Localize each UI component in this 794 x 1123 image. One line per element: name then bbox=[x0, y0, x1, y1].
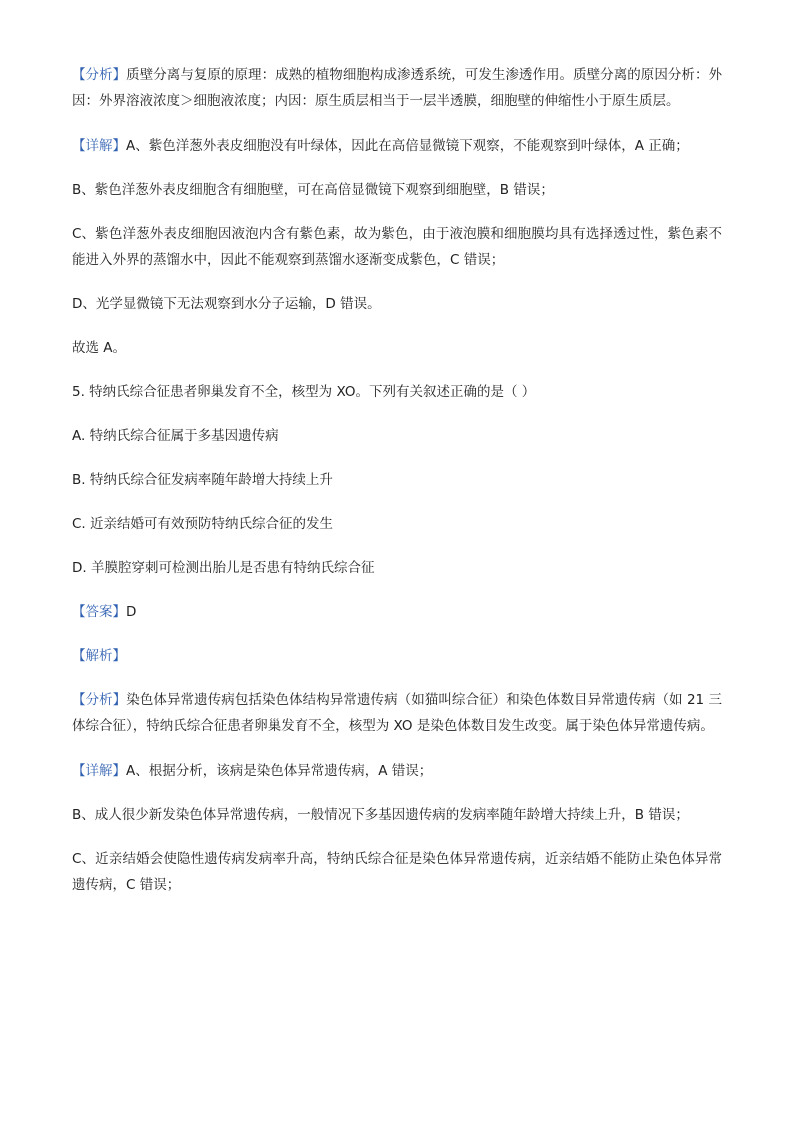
detail-tag: 【详解】 bbox=[72, 138, 126, 154]
analysis-text: 染色体异常遗传病包括染色体结构异常遗传病（如猫叫综合征）和染色体数目异常遗传病（如 21 三体综合征），特纳氏综合征患者卵巢发育不全，核型为 XO 是染色体数目发生改变。属于染色体异常遗传病。 bbox=[72, 692, 722, 734]
explanation-heading bbox=[72, 643, 722, 669]
option-c: C. 近亲结婚可有效预防特纳氏综合征的发生 bbox=[72, 516, 334, 532]
analysis-tag: 【分析】 bbox=[72, 692, 127, 708]
conclusion-text: 故选 A。 bbox=[72, 340, 127, 356]
question-stem: 5. 特纳氏综合征患者卵巢发育不全，核型为 XO。下列有关叙述正确的是（ ） bbox=[72, 384, 536, 400]
detail-text: A、根据分析，该病是染色体异常遗传病，A 错误； bbox=[126, 763, 433, 779]
option-b: B. 特纳氏综合征发病率随年龄增大持续上升 bbox=[72, 472, 333, 488]
detail-paragraph-c2: C、近亲结婚会使隐性遗传病发病率升高，特纳氏综合征是染色体异常遗传病，近亲结婚不能防止染色体异常遗传病，C 错误； bbox=[72, 851, 722, 893]
analysis-text: 质壁分离与复原的原理：成熟的植物细胞构成渗透系统，可发生渗透作用。质壁分离的原因分析：外因：外界溶液浓度＞细胞液浓度；内因：原生质层相当于一层半透膜，细胞壁的伸缩性小于原生质层。 bbox=[72, 67, 723, 109]
detail-paragraph-c: C、紫色洋葱外表皮细胞因液泡内含有紫色素，故为紫色，由于液泡膜和细胞膜均具有选择透过性，紫色素不能进入外界的蒸馏水中，因此不能观察到蒸馏水逐渐变成紫色，C 错误； bbox=[72, 226, 722, 268]
analysis-paragraph-1 bbox=[72, 62, 722, 114]
document-page bbox=[72, 62, 722, 898]
detail-text: A、紫色洋葱外表皮细胞没有叶绿体，因此在高倍显微镜下观察，不能观察到叶绿体，A 正确； bbox=[126, 138, 689, 154]
detail-paragraph-a bbox=[72, 133, 722, 159]
detail-tag: 【详解】 bbox=[72, 763, 126, 779]
answer-line bbox=[72, 599, 722, 625]
detail-paragraph-a2 bbox=[72, 758, 722, 784]
option-a: A. 特纳氏综合征属于多基因遗传病 bbox=[72, 428, 279, 444]
answer-tag: 【答案】 bbox=[72, 604, 126, 620]
explanation-tag: 【解析】 bbox=[72, 648, 126, 664]
analysis-paragraph-2 bbox=[72, 687, 722, 739]
answer-value: D bbox=[126, 604, 137, 620]
option-d: D. 羊膜腔穿刺可检测出胎儿是否患有特纳氏综合征 bbox=[72, 560, 375, 576]
detail-paragraph-b: B、紫色洋葱外表皮细胞含有细胞壁，可在高倍显微镜下观察到细胞壁，B 错误； bbox=[72, 182, 554, 198]
detail-paragraph-b2: B、成人很少新发染色体异常遗传病，一般情况下多基因遗传病的发病率随年龄增大持续上升，B 错误； bbox=[72, 807, 689, 823]
detail-paragraph-d: D、光学显微镜下无法观察到水分子运输，D 错误。 bbox=[72, 296, 381, 312]
analysis-tag: 【分析】 bbox=[72, 67, 127, 83]
